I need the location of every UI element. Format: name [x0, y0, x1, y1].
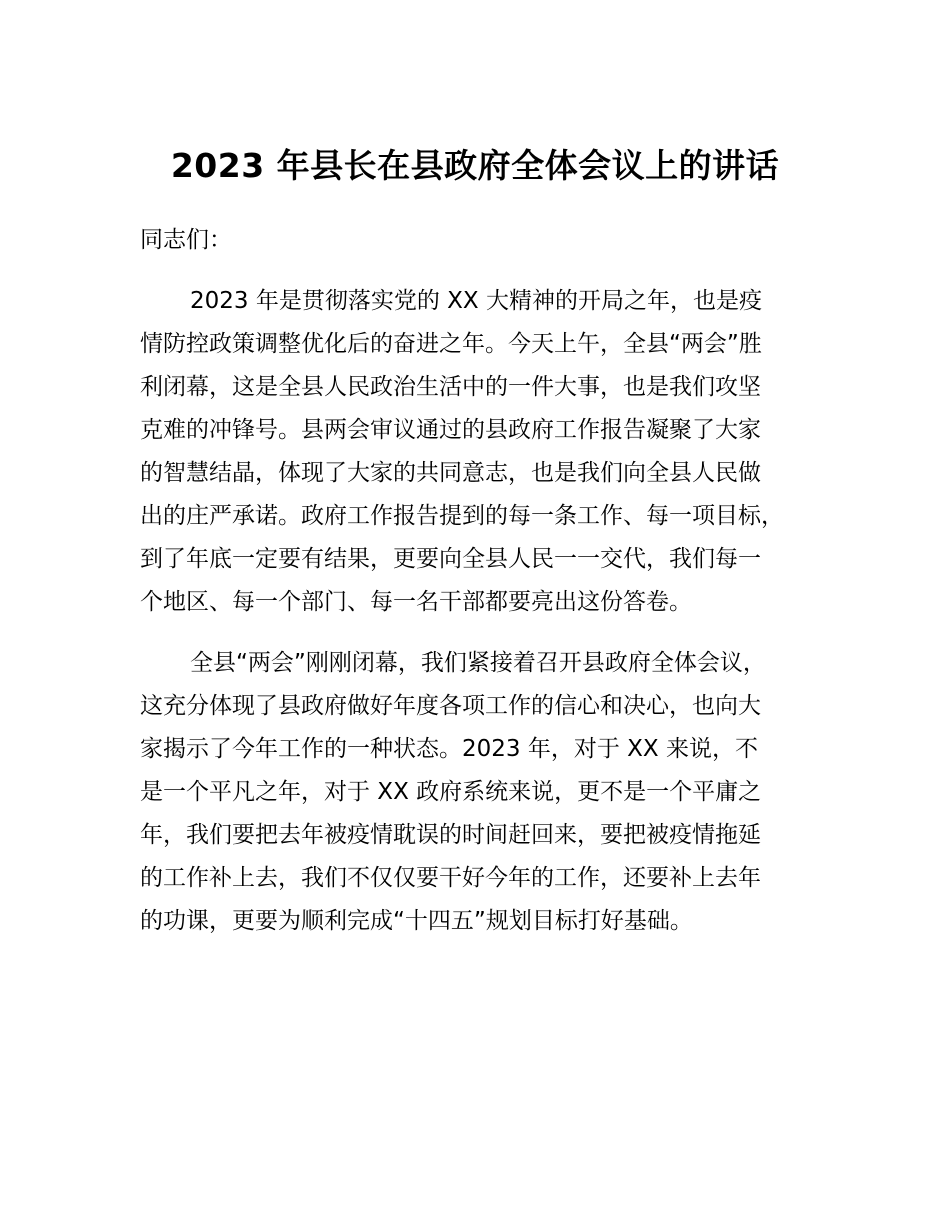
- paragraph-line: 的智慧结晶，体现了大家的共同意志，也是我们向全县人民做: [140, 460, 761, 486]
- document-title: 2023 年县长在县政府全体会议上的讲话: [170, 146, 780, 185]
- paragraph-line: 是一个平凡之年，对于 XX 政府系统来说，更不是一个平庸之: [140, 779, 762, 805]
- paragraph-2: [140, 642, 830, 943]
- paragraph-1: [140, 280, 830, 624]
- paragraph-line: 2023 年是贯彻落实党的 XX 大精神的开局之年，也是疫: [190, 288, 762, 314]
- paragraph-line: 利闭幕，这是全县人民政治生活中的一件大事，也是我们攻坚: [140, 374, 761, 400]
- paragraph-line: 情防控政策调整优化后的奋进之年。今天上午，全县“两会”胜: [140, 331, 762, 357]
- paragraph-line: 的工作补上去，我们不仅仅要干好今年的工作，还要补上去年: [140, 865, 761, 891]
- paragraph-line: 这充分体现了县政府做好年度各项工作的信心和决心，也向大: [140, 693, 761, 719]
- paragraph-line: 出的庄严承诺。政府工作报告提到的每一条工作、每一项目标，: [140, 503, 784, 529]
- paragraph-line: 全县“两会”刚刚闭幕，我们紧接着召开县政府全体会议，: [190, 650, 766, 676]
- paragraph-line: 个地区、每一个部门、每一名干部都要亮出这份答卷。: [140, 589, 692, 615]
- paragraph-line: 年，我们要把去年被疫情耽误的时间赶回来，要把被疫情拖延: [140, 822, 761, 848]
- paragraph-line: 家揭示了今年工作的一种状态。2023 年，对于 XX 来说，不: [140, 736, 758, 762]
- paragraph-line: 克难的冲锋号。县两会审议通过的县政府工作报告凝聚了大家: [140, 417, 761, 443]
- salutation: 同志们：: [140, 227, 232, 253]
- paragraph-line: 到了年底一定要有结果，更要向全县人民一一交代，我们每一: [140, 546, 761, 572]
- paragraph-line: 的功课，更要为顺利完成“十四五”规划目标打好基础。: [140, 908, 693, 934]
